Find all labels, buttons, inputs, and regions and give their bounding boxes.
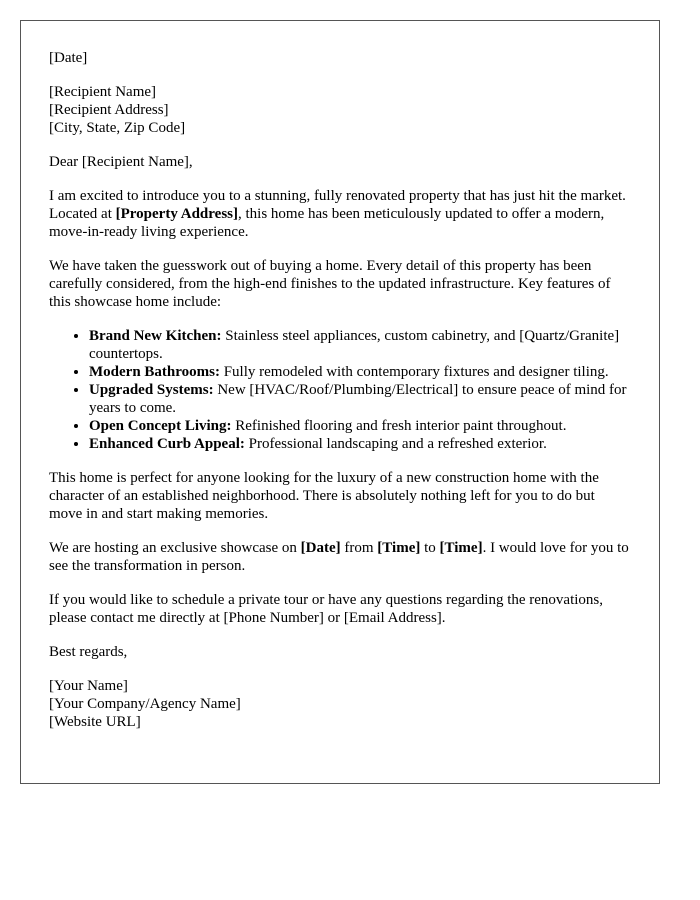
recipient-city: [City, State, Zip Code] [49,120,186,136]
list-item [89,417,631,435]
property-address: [Property Address] [115,206,238,222]
closing: Best regards, [49,644,128,660]
feature-text: Refinished flooring and fresh interior paint throughout. [231,418,567,434]
list-item [89,327,631,363]
feature-title: Enhanced Curb Appeal: [89,436,245,452]
guesswork-paragraph: We have taken the guesswork out of buying a home. Every detail of this property has been carefully considered, from the high-end finishes to the updated infrastructure. Key features of this showcase home include: [49,258,611,310]
feature-title: Upgraded Systems: [89,382,214,398]
signature-website: [Website URL] [49,714,141,730]
perfect-home-paragraph: This home is perfect for anyone looking for the luxury of a new construction home with the character of an established neighborhood. There is absolutely nothing left for you to do but move in and start making memories. [49,470,599,522]
signature-name: [Your Name] [49,678,128,694]
showcase-text-4: . I would love for you to see the transformation in person. [49,540,629,574]
feature-text: Fully remodeled with contemporary fixtures and designer tiling. [219,364,609,380]
intro-paragraph [49,187,631,241]
recipient-block [49,83,631,137]
feature-title: Brand New Kitchen: [89,328,222,344]
intro-text-2: , this home has been meticulously updated to offer a modern, move-in-ready living experience. [49,206,605,240]
salutation: Dear [Recipient Name], [49,154,193,170]
showcase-text-1: We are hosting an exclusive showcase on [49,540,301,556]
recipient-name: [Recipient Name] [49,84,157,100]
showcase-text-2: from [340,540,378,556]
showcase-date: [Date] [300,540,341,556]
contact-paragraph: If you would like to schedule a private tour or have any questions regarding the renovations, please contact me directly at [Phone Number] or [Email Address]. [49,592,604,626]
list-item [89,435,631,453]
showcase-time-start: [Time] [377,540,421,556]
feature-text: Stainless steel appliances, custom cabinetry, and [Quartz/Granite] countertops. [89,328,620,362]
letter-document [20,20,660,784]
showcase-text-3: to [420,540,440,556]
list-item [89,381,631,417]
letter-date [49,49,631,67]
showcase-time-end: [Time] [439,540,483,556]
signature-company: [Your Company/Agency Name] [49,696,241,712]
feature-list [49,327,631,453]
intro-text-1: I am excited to introduce you to a stunning, fully renovated property that has just hit the market. Located at [49,188,626,222]
signature-block [49,677,631,731]
feature-title: Open Concept Living: [89,418,232,434]
feature-text: Professional landscaping and a refreshed exterior. [244,436,547,452]
feature-text: New [HVAC/Roof/Plumbing/Electrical] to ensure peace of mind for years to come. [89,382,627,416]
list-item [89,363,631,381]
showcase-paragraph [49,539,631,575]
recipient-address: [Recipient Address] [49,102,169,118]
date-text: [Date] [49,50,88,66]
feature-title: Modern Bathrooms: [89,364,220,380]
